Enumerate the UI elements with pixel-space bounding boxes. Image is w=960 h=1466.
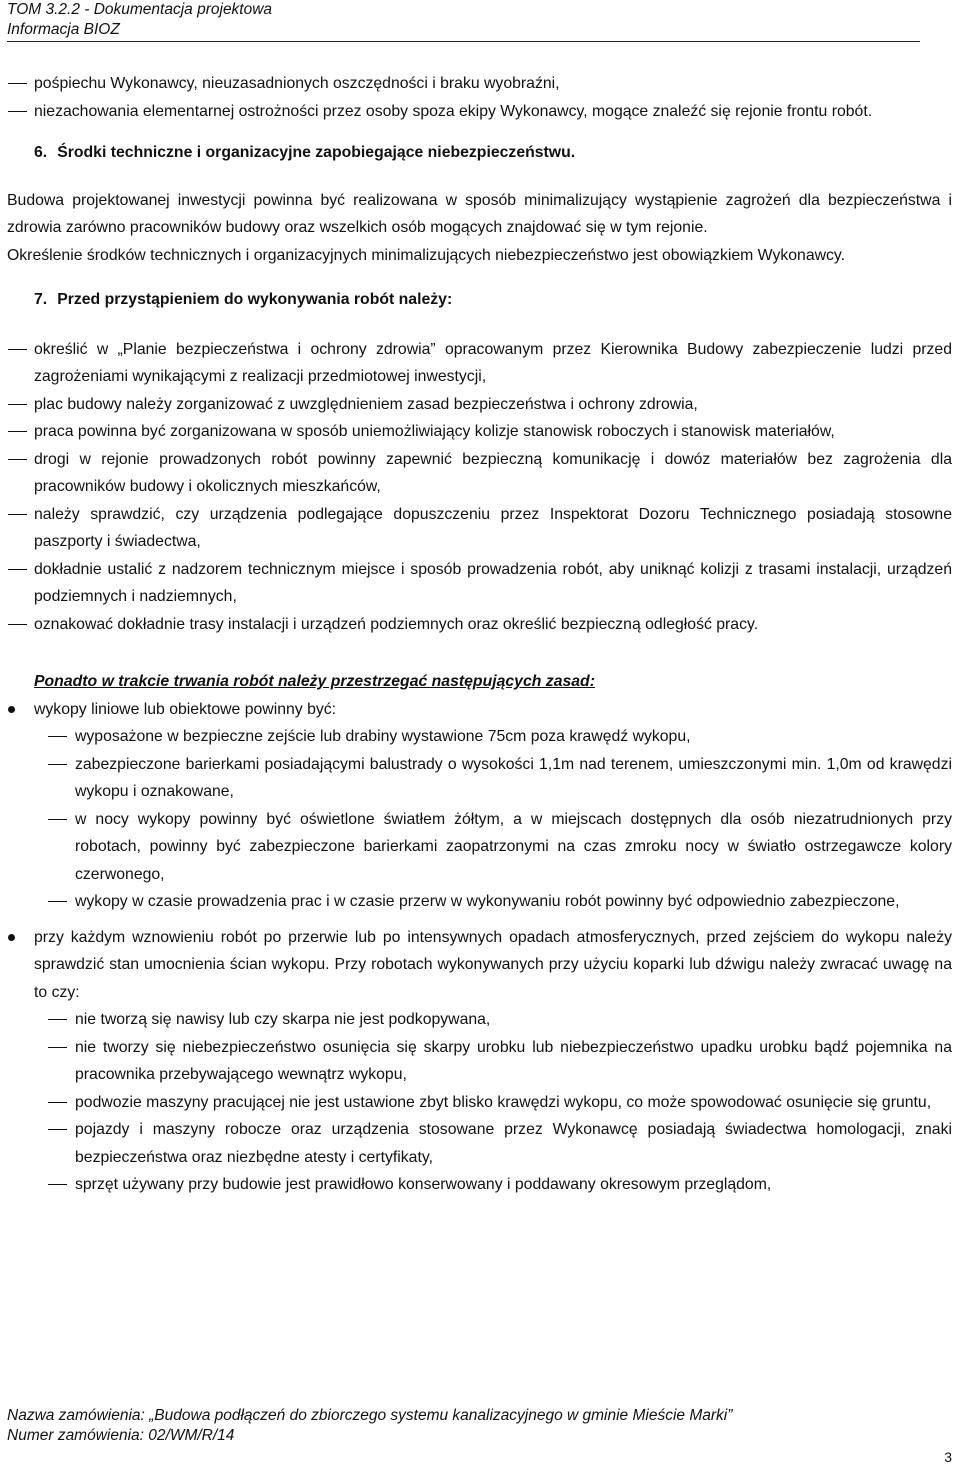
- document-body: [7, 70, 952, 1199]
- page-number: 3: [944, 1449, 952, 1465]
- sub-list-item: podwozie maszyny pracującej nie jest ustawione zbyt blisko krawędzi wykopu, co może spowodować osunięcie się gruntu,: [48, 1089, 952, 1117]
- list-item: dokładnie ustalić z nadzorem technicznym miejsce i sposób prowadzenia robót, aby uniknąć kolizji z trasami instalacji, urządzeń podziemnych i nadziemnych,: [7, 556, 952, 611]
- section-number: 7.: [34, 291, 48, 308]
- paragraph: Budowa projektowanej inwestycji powinna być realizowana w sposób minimalizujący wystąpienie zagrożeń dla bezpieczeństwa i zdrowia zarówno pracowników budowy oraz wszelkich osób mogących znajdować się w tym rejonie.: [7, 191, 952, 236]
- list-item: określić w „Planie bezpieczeństwa i ochrony zdrowia” opracowanym przez Kierownika Budowy zabezpieczenie ludzi przed zagrożeniami wynikającymi z realizacji przedmiotowej inwestycji,: [7, 336, 952, 391]
- page-footer: [7, 1406, 947, 1446]
- section-number: 6.: [34, 144, 48, 161]
- order-name: Nazwa zamówienia: „Budowa podłączeń do zbiorczego systemu kanalizacyjnego w gminie Mieście Marki”: [7, 1407, 733, 1424]
- sub-list-item: zabezpieczone barierkami posiadającymi balustrady o wysokości 1,1m nad terenem, umieszczonymi min. 1,0m od krawędzi wykopu i oznakowane,: [48, 751, 952, 806]
- header-subtitle: Informacja BIOZ: [7, 21, 120, 38]
- list-item: pośpiechu Wykonawcy, nieuzasadnionych oszczędności i braku wyobraźni,: [7, 70, 952, 98]
- sub-list-item: w nocy wykopy powinny być oświetlone światłem żółtym, a w miejscach dostępnych dla osób niezatrudnionych przy robotach, powinny być zabezpieczone barierkami zaopatrzonymi na czas zmroku nocy w światło ostrzegawcze kolory czerwonego,: [48, 806, 952, 889]
- list-item: należy sprawdzić, czy urządzenia podlegające dopuszczeniu przez Inspektorat Dozoru Technicznego posiadają stosowne paszporty i świadectwa,: [7, 501, 952, 556]
- sub-list-item: sprzęt używany przy budowie jest prawidłowo konserwowany i poddawany okresowym przeglądom,: [48, 1171, 952, 1199]
- page-header: [7, 0, 920, 42]
- list-item: oznakować dokładnie trasy instalacji i urządzeń podziemnych oraz określić bezpieczną odległość pracy.: [7, 611, 952, 639]
- section-6-heading: [7, 139, 952, 167]
- sub-list-item: wykopy w czasie prowadzenia prac i w czasie przerw w wykonywaniu robót powinny być odpowiednio zabezpieczone,: [48, 888, 952, 916]
- header-title: TOM 3.2.2 - Dokumentacja projektowa: [7, 1, 273, 18]
- bullet-item: wykopy liniowe lub obiektowe powinny być:: [7, 696, 952, 724]
- rules-heading: Ponadto w trakcie trwania robót należy przestrzegać następujących zasad:: [34, 673, 595, 690]
- bullet-item: przy każdym wznowieniu robót po przerwie lub po intensywnych opadach atmosferycznych, przed zejściem do wykopu należy sprawdzić stan umocnienia ścian wykopu. Przy robotach wykonywanych przy użyciu koparki lub dźwigu należy zwracać uwagę na to czy:: [7, 924, 952, 1007]
- list-item: niezachowania elementarnej ostrożności przez osoby spoza ekipy Wykonawcy, mogące znaleźć się rejonie frontu robót.: [7, 98, 952, 126]
- section-title: Przed przystąpieniem do wykonywania robót należy:: [57, 291, 453, 308]
- section-7-heading: [7, 286, 952, 314]
- section-title: Środki techniczne i organizacyjne zapobiegające niebezpieczeństwu.: [57, 144, 576, 161]
- sub-list-item: nie tworzą się nawisy lub czy skarpa nie jest podkopywana,: [48, 1006, 952, 1034]
- list-item: praca powinna być zorganizowana w sposób uniemożliwiający kolizje stanowisk roboczych i stanowisk materiałów,: [7, 418, 952, 446]
- sub-list-item: nie tworzy się niebezpieczeństwo osunięcia się skarpy urobku lub niebezpieczeństwo upadku urobku bądź pojemnika na pracownika przebywającego wewnątrz wykopu,: [48, 1034, 952, 1089]
- list-item: plac budowy należy zorganizować z uwzględnieniem zasad bezpieczeństwa i ochrony zdrowia,: [7, 391, 952, 419]
- paragraph: Określenie środków technicznych i organizacyjnych minimalizujących niebezpieczeństwo jest obowiązkiem Wykonawcy.: [7, 246, 846, 264]
- sub-list-item: wyposażone w bezpieczne zejście lub drabiny wystawione 75cm poza krawędź wykopu,: [48, 723, 952, 751]
- list-item: drogi w rejonie prowadzonych robót powinny zapewnić bezpieczną komunikację i dowóz materiałów bez zagrożenia dla pracowników budowy i okolicznych mieszkańców,: [7, 446, 952, 501]
- sub-list-item: pojazdy i maszyny robocze oraz urządzenia stosowane przez Wykonawcę posiadają świadectwa homologacji, znaki bezpieczeństwa oraz niezbędne atesty i certyfikaty,: [48, 1116, 952, 1171]
- order-number: Numer zamówienia: 02/WM/R/14: [7, 1427, 235, 1444]
